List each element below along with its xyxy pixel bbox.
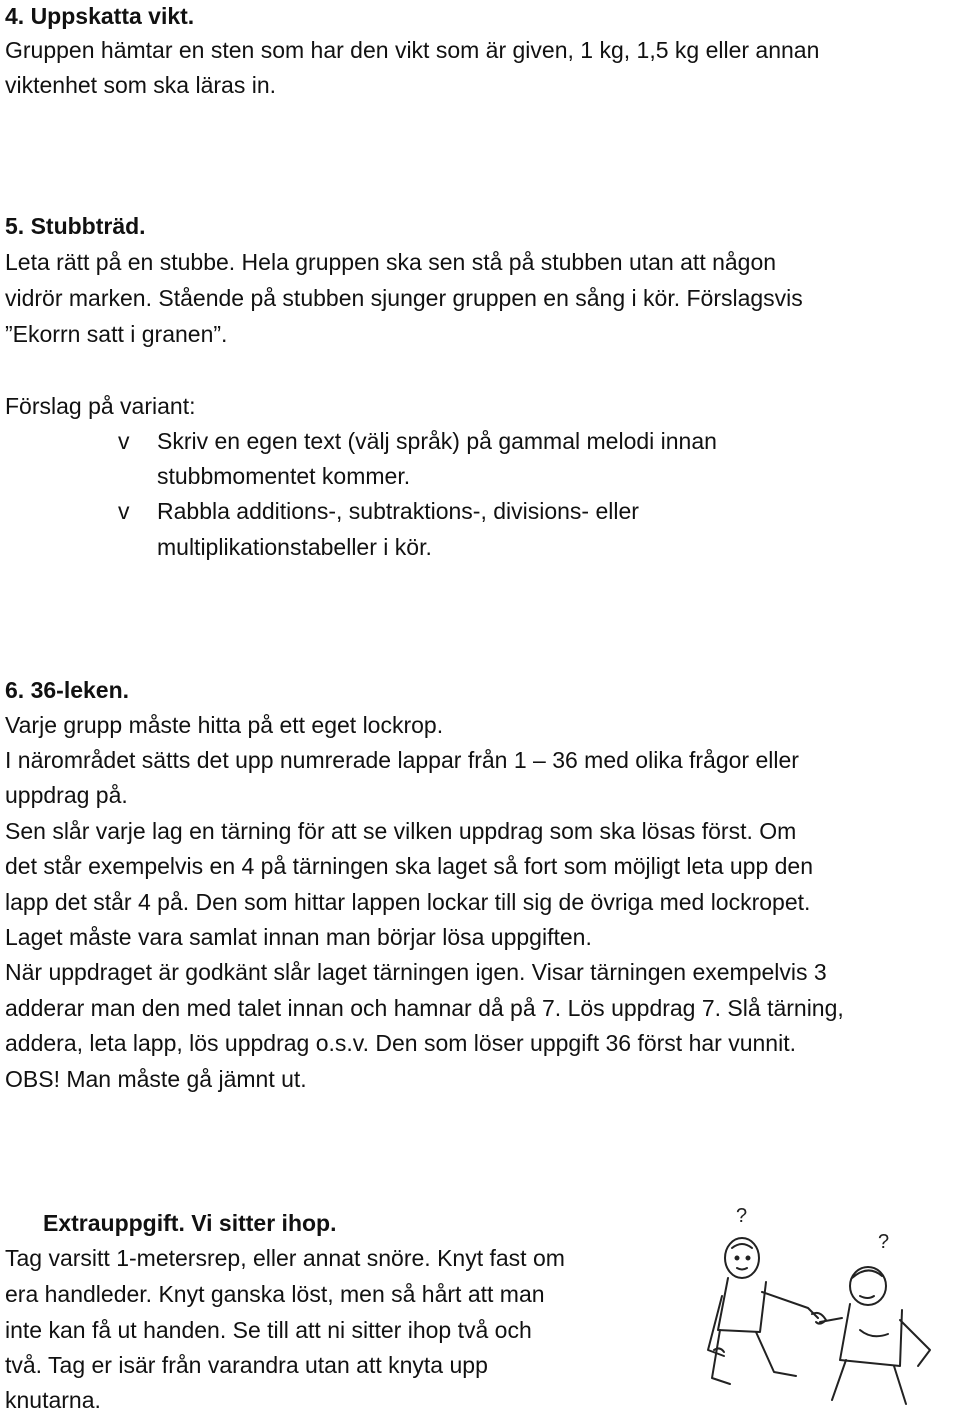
tied-together-illustration <box>700 1200 950 1408</box>
section-5-line: vidrör marken. Stående på stubben sjunger gruppen en sång i kör. Förslagsvis <box>5 285 803 311</box>
bullet-marker: v <box>118 498 130 524</box>
section-6-line: OBS! Man måste gå jämnt ut. <box>5 1066 307 1092</box>
bullet-line: multiplikationstabeller i kör. <box>157 534 432 560</box>
section-4-heading: 4. Uppskatta vikt. <box>5 3 195 29</box>
section-6-line: Varje grupp måste hitta på ett eget lockrop. <box>5 712 444 738</box>
extra-line: inte kan få ut handen. Se till att ni sitter ihop två och <box>5 1317 532 1343</box>
section-6-heading: 6. 36-leken. <box>5 677 130 703</box>
extra-heading: Extrauppgift. Vi sitter ihop. <box>43 1210 337 1236</box>
extra-line: två. Tag er isär från varandra utan att knyta upp <box>5 1352 488 1378</box>
right-person-figure <box>820 1267 930 1404</box>
section-6-line: adderar man den med talet innan och hamnar då på 7. Lös uppdrag 7. Slå tärning, <box>5 995 844 1021</box>
bullet-line: stubbmomentet kommer. <box>157 463 411 489</box>
section-6-line: addera, leta lapp, lös uppdrag o.s.v. Den som löser uppgift 36 först har vunnit. <box>5 1030 796 1056</box>
bullet-line: Skriv en egen text (välj språk) på gammal melodi innan <box>157 428 717 454</box>
section-6-line: Sen slår varje lag en tärning för att se vilken uppdrag som ska lösas först. Om <box>5 818 797 844</box>
bullet-line: Rabbla additions-, subtraktions-, divisions- eller <box>157 498 639 524</box>
question-mark: ? <box>736 1205 748 1227</box>
section-6-line: I närområdet sätts det upp numrerade lappar från 1 – 36 med olika frågor eller <box>5 747 799 773</box>
section-4-line: viktenhet som ska läras in. <box>5 72 277 98</box>
section-5-heading: 5. Stubbträd. <box>5 213 146 239</box>
section-6-line: uppdrag på. <box>5 782 128 808</box>
section-6-line: lapp det står 4 på. Den som hittar lappen lockar till sig de övriga med lockropet. <box>5 889 811 915</box>
section-6-line: Laget måste vara samlat innan man börjar lösa uppgiften. <box>5 924 592 950</box>
extra-line: knutarna. <box>5 1387 101 1413</box>
variant-label: Förslag på variant: <box>5 393 196 419</box>
extra-line: era handleder. Knyt ganska löst, men så hårt att man <box>5 1281 545 1307</box>
left-person-figure <box>708 1238 818 1384</box>
section-5-line: Leta rätt på en stubbe. Hela gruppen ska sen stå på stubben utan att någon <box>5 249 777 275</box>
section-4-line: Gruppen hämtar en sten som har den vikt som är given, 1 kg, 1,5 kg eller annan <box>5 37 820 63</box>
extra-line: Tag varsitt 1-metersrep, eller annat snöre. Knyt fast om <box>5 1245 565 1271</box>
section-5-line: ”Ekorrn satt i granen”. <box>5 321 228 347</box>
section-6-line: När uppdraget är godkänt slår laget tärningen igen. Visar tärningen exempelvis 3 <box>5 959 827 985</box>
section-6-line: det står exempelvis en 4 på tärningen ska laget så fort som möjligt leta upp den <box>5 853 814 879</box>
bullet-marker: v <box>118 428 130 454</box>
question-mark: ? <box>878 1231 890 1253</box>
